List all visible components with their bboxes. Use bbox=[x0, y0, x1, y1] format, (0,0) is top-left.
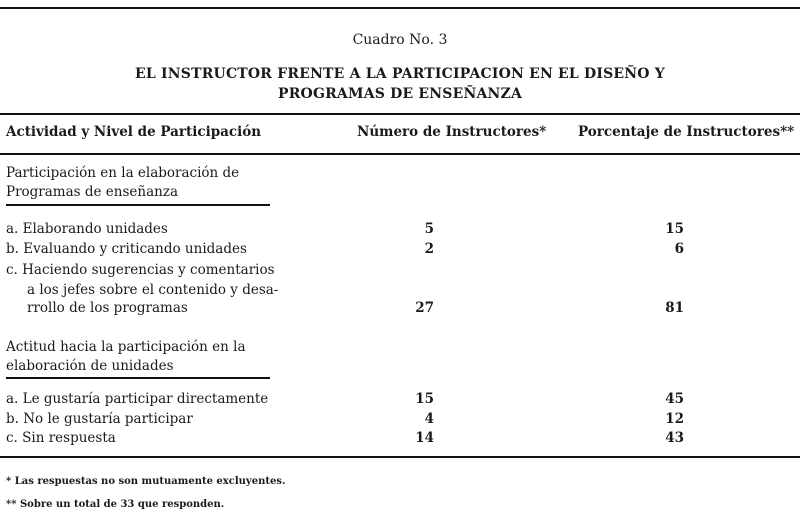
table-caption: Cuadro No. 3 bbox=[352, 32, 448, 48]
footnote: ** Sobre un total de 33 que responden. bbox=[6, 499, 225, 510]
table-row-label: c. Sin respuesta bbox=[6, 430, 116, 446]
table-row-number: 14 bbox=[415, 430, 434, 446]
table-row-percent: 45 bbox=[665, 391, 684, 407]
table-row-label: a. Le gustaría participar directamente bbox=[6, 391, 269, 407]
table-row-label-cont: a los jefes sobre el contenido y desa- bbox=[27, 282, 279, 298]
table-row-number: 2 bbox=[424, 241, 434, 257]
section-underline bbox=[6, 204, 270, 206]
table-row-label: b. No le gustaría participar bbox=[6, 411, 193, 427]
section-title-line2: Programas de enseñanza bbox=[6, 184, 178, 200]
column-header-percent: Porcentaje de Instructores** bbox=[578, 124, 795, 140]
table-row-label: b. Evaluando y criticando unidades bbox=[6, 241, 247, 257]
table-row-percent: 81 bbox=[665, 300, 684, 316]
header-bottom-rule bbox=[0, 153, 800, 155]
table-title-line2: PROGRAMAS DE ENSEÑANZA bbox=[277, 86, 523, 102]
footnote: * Las respuestas no son mutuamente excluyentes. bbox=[6, 476, 286, 487]
table-bottom-rule bbox=[0, 456, 800, 458]
table-row-percent: 6 bbox=[674, 241, 684, 257]
table-row-number: 15 bbox=[415, 391, 434, 407]
table-row-number: 5 bbox=[424, 221, 434, 237]
section-title-line1: Participación en la elaboración de bbox=[6, 165, 240, 181]
section-underline bbox=[6, 377, 270, 379]
section-title bbox=[6, 164, 276, 202]
table-row-number: 4 bbox=[424, 411, 434, 427]
section-title bbox=[6, 338, 296, 376]
section-title-line1: Actitud hacia la participación en la bbox=[6, 339, 246, 355]
table-row-percent: 43 bbox=[665, 430, 684, 446]
column-header-activity: Actividad y Nivel de Participación bbox=[6, 124, 262, 140]
table-row-number: 27 bbox=[415, 300, 434, 316]
table-row-label-cont: rrollo de los programas bbox=[27, 300, 188, 316]
section-title-line2: elaboración de unidades bbox=[6, 358, 174, 374]
header-top-rule bbox=[0, 113, 800, 115]
top-rule bbox=[0, 7, 800, 9]
table-row-label: a. Elaborando unidades bbox=[6, 221, 168, 237]
table-row-percent: 12 bbox=[665, 411, 684, 427]
table-row-label: c. Haciendo sugerencias y comentarios bbox=[6, 262, 275, 278]
table-title-line1: EL INSTRUCTOR FRENTE A LA PARTICIPACION EN EL DISEÑO Y bbox=[135, 66, 665, 82]
table-row-percent: 15 bbox=[665, 221, 684, 237]
column-header-number: Número de Instructores* bbox=[357, 124, 547, 140]
